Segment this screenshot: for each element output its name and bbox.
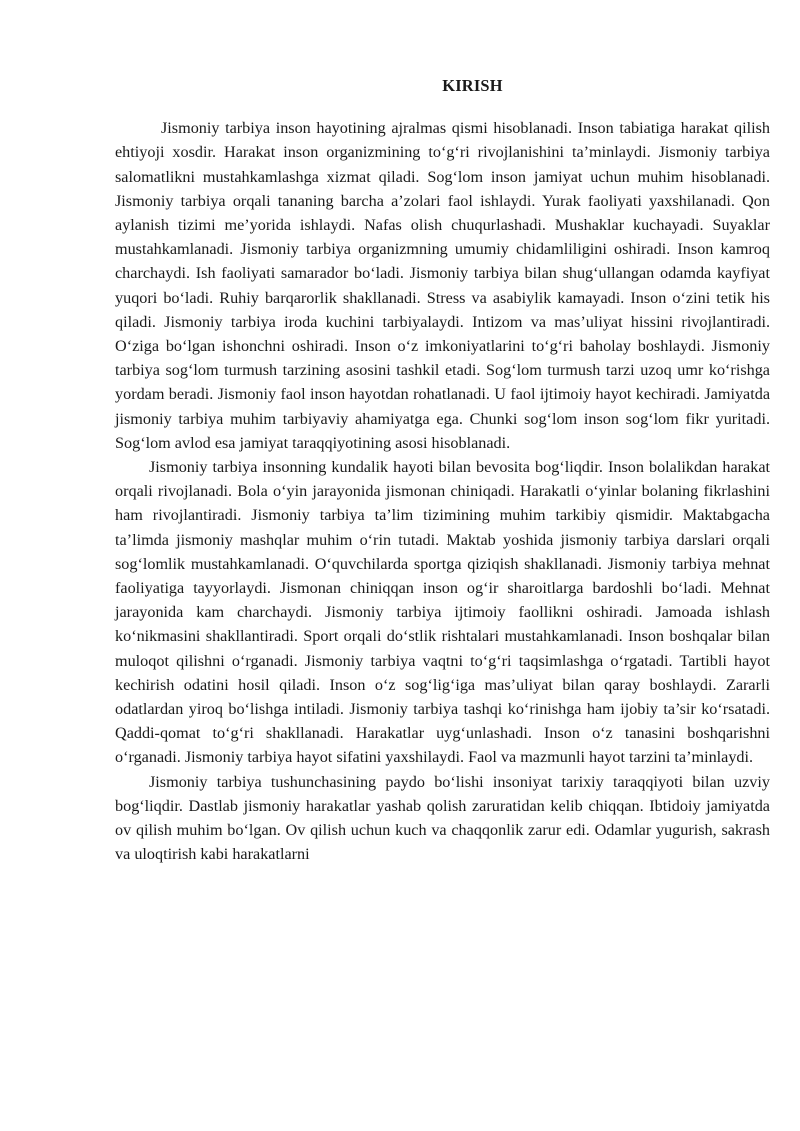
document-title: KIRISH (442, 76, 503, 95)
paragraph-2: Jismoniy tarbiya insonning kundalik hayoti bilan bevosita bog‘liqdir. Inson bolalikdan harakat orqali rivojlanadi. Bola o‘yin jarayonida jismonan chiniqadi. Harakatli o‘yinlar bolaning fikrlashini ham rivojlantiradi. Jismoniy tarbiya ta’lim tizimining muhim tarkibiy qismidir. Maktabgacha ta’limda jismoniy mashqlar muhim o‘rin tutadi. Maktab yoshida jismoniy tarbiya darslari orqali sog‘lomlik mustahkamlanadi. O‘quvchilarda sportga qiziqish shakllanadi. Jismoniy tarbiya mehnat faoliyatiga tayyorlaydi. Jismonan chiniqqan inson og‘ir sharoitlarga bardoshli bo‘ladi. Mehnat jarayonida kam charchaydi. Jismoniy tarbiya ijtimoiy faollikni oshiradi. Jamoada ishlash ko‘nikmasini shakllantiradi. Sport orqali do‘stlik rishtalari mustahkamlanadi. Inson boshqalar bilan muloqot qilishni o‘rganadi. Jismoniy tarbiya vaqtni to‘g‘ri taqsimlashga o‘rgatadi. Tartibli hayot kechirish odatini hosil qiladi. Inson o‘z sog‘lig‘iga mas’uliyat bilan qaray boshlaydi. Zararli odatlardan yiroq bo‘lishga intiladi. Jismoniy tarbiya tashqi ko‘rinishga ham ijobiy ta’sir ko‘rsatadi. Qaddi-qomat to‘g‘ri shakllanadi. Harakatlar uyg‘unlashadi. Inson o‘z tanasini boshqarishni o‘rganadi. Jismoniy tarbiya hayot sifatini yaxshilaydi. Faol va mazmunli hayot tarzini ta’minlaydi. (115, 458, 770, 767)
document-page (115, 62, 770, 867)
paragraph-1: Jismoniy tarbiya inson hayotining ajralmas qismi hisoblanadi. Inson tabiatiga harakat qilish ehtiyoji xosdir. Harakat inson organizmining to‘g‘ri rivojlanishini ta’minlaydi. Jismoniy tarbiya salomatlikni mustahkamlashga xizmat qiladi. Sog‘lom inson jamiyat uchun muhim hisoblanadi. Jismoniy tarbiya orqali tananing barcha a’zolari faol ishlaydi. Yurak faoliyati yaxshilanadi. Qon aylanish tizimi me’yorida ishlaydi. Nafas olish chuqurlashadi. Mushaklar kuchayadi. Suyaklar mustahkamlanadi. Jismoniy tarbiya organizmning umumiy chidamliligini oshiradi. Inson kamroq charchaydi. Ish faoliyati samarador bo‘ladi. Jismoniy tarbiya bilan shug‘ullangan odamda kayfiyat yuqori bo‘ladi. Ruhiy barqarorlik shakllanadi. Stress va asabiylik kamayadi. Inson o‘zini tetik his qiladi. Jismoniy tarbiya iroda kuchini tarbiyalaydi. Intizom va mas’uliyat hissini rivojlantiradi. O‘ziga bo‘lgan ishonchni oshiradi. Inson o‘z imkoniyatlarini to‘g‘ri baholay boshlaydi. Jismoniy tarbiya sog‘lom turmush tarzining asosini tashkil etadi. Sog‘lom turmush tarzi uzoq umr ko‘rishga yordam beradi. Jismoniy faol inson hayotdan rohatlanadi. U faol ijtimoiy hayot kechiradi. Jamiyatda jismoniy tarbiya muhim tarbiyaviy ahamiyatga ega. Chunki sog‘lom inson sog‘lom fikr yuritadi. Sog‘lom avlod esa jamiyat taraqqiyotining asosi hisoblanadi. (115, 119, 770, 452)
paragraph-3: Jismoniy tarbiya tushunchasining paydo bo‘lishi insoniyat tarixiy taraqqiyoti bilan uzviy bog‘liqdir. Dastlab jismoniy harakatlar yashab qolish zaruratidan kelib chiqqan. Ibtidoiy jamiyatda ov qilish muhim bo‘lgan. Ov qilish uchun kuch va chaqqonlik zarur edi. Odamlar yugurish, sakrash va uloqtirish kabi harakatlarni (115, 772, 770, 864)
